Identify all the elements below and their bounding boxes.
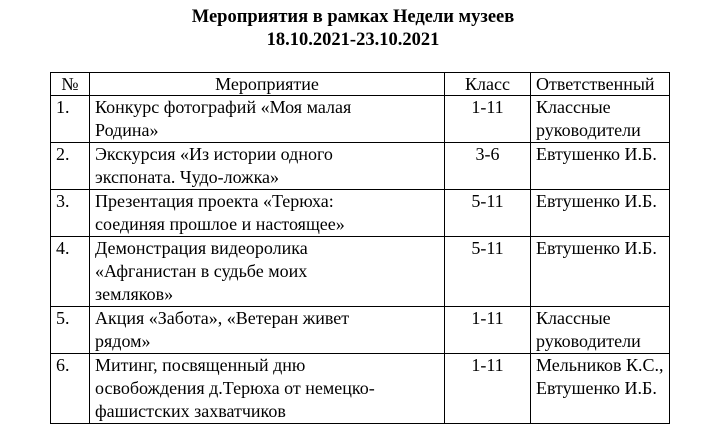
cell-grade: 5-11 bbox=[445, 237, 531, 307]
cell-grade: 1-11 bbox=[445, 96, 531, 143]
table-row bbox=[51, 354, 670, 424]
cell-event bbox=[90, 354, 445, 424]
cell-responsible bbox=[531, 354, 670, 424]
header-number: № bbox=[51, 73, 90, 96]
responsible-line: Классные bbox=[536, 308, 611, 328]
cell-responsible bbox=[531, 143, 670, 190]
cell-grade: 1-11 bbox=[445, 354, 531, 424]
event-line: земляков» bbox=[95, 284, 174, 304]
cell-number: 5. bbox=[51, 307, 90, 354]
event-line: освобождения д.Терюха от немецко- bbox=[95, 378, 375, 398]
event-line: Демонстрация видеоролика bbox=[95, 238, 308, 258]
cell-event bbox=[90, 237, 445, 307]
responsible-line: Евтушенко И.Б. bbox=[536, 144, 657, 164]
event-line: Родина» bbox=[95, 120, 159, 140]
header-event: Мероприятие bbox=[90, 73, 445, 96]
responsible-line: руководители bbox=[536, 120, 641, 140]
table-row bbox=[51, 237, 670, 307]
table-row bbox=[51, 96, 670, 143]
cell-event bbox=[90, 190, 445, 237]
header-responsible: Ответственный bbox=[531, 73, 670, 96]
document-title: Мероприятия в рамках Недели музеев bbox=[191, 7, 515, 27]
cell-number: 3. bbox=[51, 190, 90, 237]
table-row bbox=[51, 190, 670, 237]
event-line: Митинг, посвященный дню bbox=[95, 355, 306, 375]
cell-responsible bbox=[531, 307, 670, 354]
cell-grade: 5-11 bbox=[445, 190, 531, 237]
cell-grade: 1-11 bbox=[445, 307, 531, 354]
event-line: «Афганистан в судьбе моих bbox=[95, 261, 308, 281]
event-line: Экскурсия «Из истории одного bbox=[95, 144, 333, 164]
event-line: Презентация проекта «Терюха: bbox=[95, 191, 334, 211]
event-line: соединяя прошлое и настоящее» bbox=[95, 214, 345, 234]
responsible-line: Мельников К.С., bbox=[536, 355, 664, 375]
cell-responsible bbox=[531, 190, 670, 237]
event-line: фашистских захватчиков bbox=[95, 401, 286, 421]
document-date-range: 18.10.2021-23.10.2021 bbox=[266, 30, 440, 50]
cell-number: 1. bbox=[51, 96, 90, 143]
event-line: Конкурс фотографий «Моя малая bbox=[95, 97, 352, 117]
cell-responsible bbox=[531, 237, 670, 307]
event-line: экспоната. Чудо-ложка» bbox=[95, 167, 280, 187]
cell-responsible bbox=[531, 96, 670, 143]
event-line: Акция «Забота», «Ветеран живет bbox=[95, 308, 350, 328]
cell-number: 2. bbox=[51, 143, 90, 190]
responsible-line: Классные bbox=[536, 97, 611, 117]
responsible-line: Евтушенко И.Б. bbox=[536, 378, 657, 398]
table-row bbox=[51, 143, 670, 190]
responsible-line: Евтушенко И.Б. bbox=[536, 191, 657, 211]
cell-number: 4. bbox=[51, 237, 90, 307]
event-line: рядом» bbox=[95, 331, 151, 351]
responsible-line: Евтушенко И.Б. bbox=[536, 238, 657, 258]
table-header-row bbox=[51, 73, 670, 96]
header-grade: Класс bbox=[445, 73, 531, 96]
responsible-line: руководители bbox=[536, 331, 641, 351]
table-row bbox=[51, 307, 670, 354]
cell-event bbox=[90, 96, 445, 143]
cell-number: 6. bbox=[51, 354, 90, 424]
cell-grade: 3-6 bbox=[445, 143, 531, 190]
cell-event bbox=[90, 307, 445, 354]
events-table bbox=[50, 72, 670, 424]
cell-event bbox=[90, 143, 445, 190]
